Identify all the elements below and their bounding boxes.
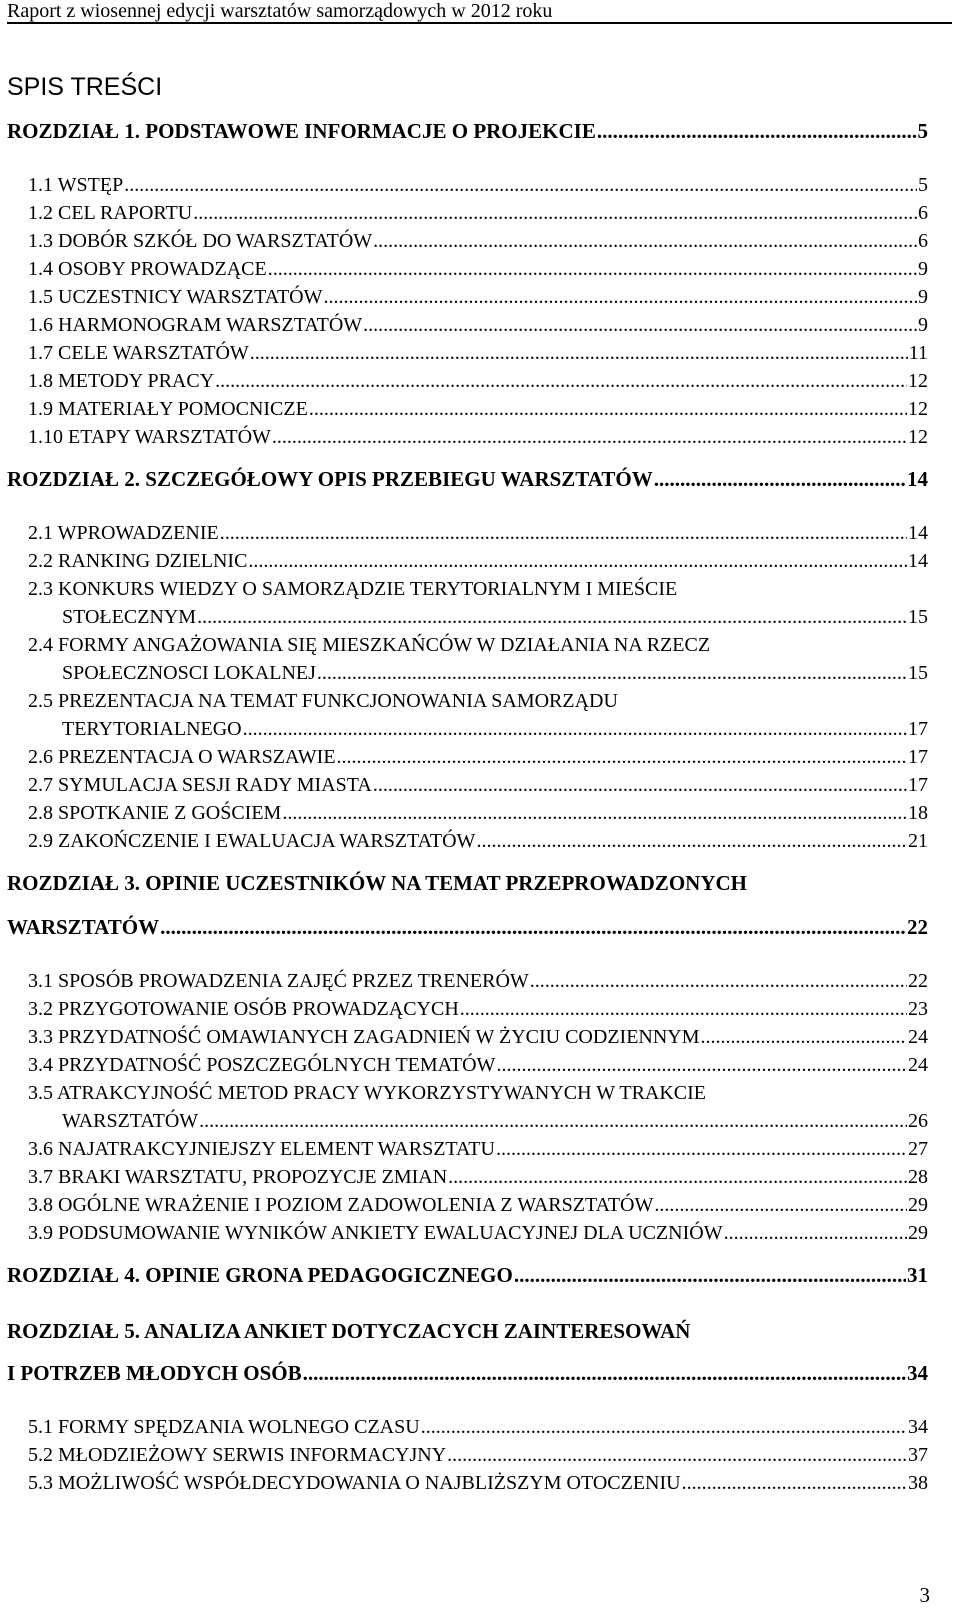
toc-dot-leader <box>597 118 917 144</box>
toc-entry-title: TERYTORIALNEGO <box>62 718 242 740</box>
toc-entry-title: WARSZTATÓW <box>62 1110 199 1132</box>
toc-dot-leader <box>317 660 907 686</box>
toc-entry-page: 29 <box>908 1194 928 1216</box>
toc-entry-3-2[interactable] <box>28 996 928 1022</box>
toc-dot-leader <box>654 1192 907 1218</box>
toc-dot-leader <box>160 914 906 940</box>
toc-entry-title: STOŁECZNYM <box>62 606 197 628</box>
toc-dot-leader <box>496 1136 907 1162</box>
toc-entry-title: 1.2 CEL RAPORTU <box>28 202 193 224</box>
toc-entry-title: 5.2 MŁODZIEŻOWY SERWIS INFORMACYJNY <box>28 1444 447 1466</box>
toc-entry-title: ROZDZIAŁ 2. SZCZEGÓŁOWY OPIS PRZEBIEGU WARSZTATÓW <box>7 467 653 491</box>
toc-entry-page: 29 <box>908 1222 928 1244</box>
toc-entry-1-9[interactable] <box>28 396 928 422</box>
toc-entry-chapter-5-line1[interactable]: ROZDZIAŁ 5. ANALIZA ANKIET DOTYCZACYCH ZAINTERESOWAŃ <box>7 1319 691 1343</box>
toc-entry-1-8[interactable] <box>28 368 928 394</box>
toc-dot-leader <box>124 172 917 198</box>
toc-title: SPIS TREŚCI <box>7 73 163 101</box>
toc-entry-title: 5.3 MOŻLIWOŚĆ WSPÓŁDECYDOWANIA O NAJBLIŻSZYM OTOCZENIU <box>28 1472 681 1494</box>
toc-entry-page: 6 <box>918 202 928 224</box>
toc-entry-title: 1.4 OSOBY PROWADZĄCE <box>28 258 267 280</box>
toc-dot-leader <box>199 1108 907 1134</box>
toc-entry-title: 1.5 UCZESTNICY WARSZTATÓW <box>28 286 323 308</box>
toc-entry-page: 9 <box>918 286 928 308</box>
toc-dot-leader <box>654 466 906 492</box>
toc-entry-title: 2.8 SPOTKANIE Z GOŚCIEM <box>28 802 282 824</box>
toc-dot-leader <box>514 1262 906 1288</box>
toc-dot-leader <box>268 256 917 282</box>
toc-entry-3-7[interactable] <box>28 1164 928 1190</box>
toc-entry-page: 23 <box>908 998 928 1020</box>
toc-entry-2-5[interactable] <box>62 716 928 742</box>
toc-dot-leader <box>421 1414 907 1440</box>
toc-entry-3-9[interactable] <box>28 1220 928 1246</box>
toc-entry-3-5[interactable] <box>62 1108 928 1134</box>
toc-dot-leader <box>724 1220 907 1246</box>
toc-entry-page: 31 <box>907 1263 928 1287</box>
toc-entry-page: 6 <box>918 230 928 252</box>
toc-dot-leader <box>243 716 907 742</box>
toc-dot-leader <box>248 548 907 574</box>
toc-entry-page: 22 <box>907 915 928 939</box>
toc-entry-title: 3.4 PRZYDATNOŚĆ POSZCZEGÓLNYCH TEMATÓW <box>28 1054 496 1076</box>
toc-entry-page: 17 <box>908 774 928 796</box>
toc-entry-2-1[interactable] <box>28 520 928 546</box>
toc-entry-page: 27 <box>908 1138 928 1160</box>
toc-dot-leader <box>250 340 908 366</box>
toc-entry-1-6[interactable] <box>28 312 928 338</box>
toc-entry-title: ROZDZIAŁ 4. OPINIE GRONA PEDAGOGICZNEGO <box>7 1263 513 1287</box>
toc-entry-title: 1.1 WSTĘP <box>28 174 124 196</box>
toc-entry-title: 3.1 SPOSÓB PROWADZENIA ZAJĘĆ PRZEZ TRENERÓW <box>28 970 529 992</box>
toc-dot-leader <box>530 968 907 994</box>
toc-entry-title: 3.7 BRAKI WARSZTATU, PROPOZYCJE ZMIAN <box>28 1166 448 1188</box>
toc-entry-2-2[interactable] <box>28 548 928 574</box>
toc-entry-2-3[interactable] <box>62 604 928 630</box>
toc-entry-title: 1.9 MATERIAŁY POMOCNICZE <box>28 398 308 420</box>
toc-entry-1-3[interactable] <box>28 228 928 254</box>
toc-entry-2-9[interactable] <box>28 828 928 854</box>
toc-entry-page: 34 <box>908 1416 928 1438</box>
toc-entry-5-1[interactable] <box>28 1414 928 1440</box>
toc-entry-2-7[interactable] <box>28 772 928 798</box>
toc-dot-leader <box>460 996 907 1022</box>
toc-entry-title: 3.8 OGÓLNE WRAŻENIE I POZIOM ZADOWOLENIA Z WARSZTATÓW <box>28 1194 654 1216</box>
toc-dot-leader <box>197 604 907 630</box>
toc-dot-leader <box>447 1442 907 1468</box>
toc-entry-5-3[interactable] <box>28 1470 928 1496</box>
toc-entry-page: 14 <box>907 467 928 491</box>
toc-dot-leader <box>215 368 907 394</box>
toc-entry-title: 1.7 CELE WARSZTATÓW <box>28 342 249 364</box>
toc-entry-1-7[interactable] <box>28 340 928 366</box>
toc-entry-page: 24 <box>908 1026 928 1048</box>
toc-entry-page: 24 <box>908 1054 928 1076</box>
toc-entry-3-8[interactable] <box>28 1192 928 1218</box>
toc-dot-leader <box>303 1360 906 1386</box>
toc-entry-page: 11 <box>908 342 928 364</box>
toc-entry-1-4[interactable] <box>28 256 928 282</box>
toc-dot-leader <box>282 800 907 826</box>
toc-entry-title: WARSZTATÓW <box>7 915 160 939</box>
toc-entry-page: 17 <box>908 718 928 740</box>
toc-entry-page: 21 <box>908 830 928 852</box>
toc-entry-title: ROZDZIAŁ 1. PODSTAWOWE INFORMACJE O PROJEKCIE <box>7 119 596 143</box>
toc-entry-page: 14 <box>908 550 928 572</box>
toc-entry-2-4[interactable] <box>62 660 928 686</box>
toc-dot-leader <box>448 1164 907 1190</box>
toc-entry-title: SPOŁECZNOSCI LOKALNEJ <box>62 662 316 684</box>
toc-dot-leader <box>272 424 907 450</box>
toc-entry-chapter-1[interactable] <box>7 118 928 144</box>
toc-entry-title: 3.9 PODSUMOWANIE WYNIKÓW ANKIETY EWALUACYJNEJ DLA UCZNIÓW <box>28 1222 723 1244</box>
toc-entry-3-3[interactable] <box>28 1024 928 1050</box>
toc-entry-2-8[interactable] <box>28 800 928 826</box>
toc-entry-title: 1.3 DOBÓR SZKÓŁ DO WARSZTATÓW <box>28 230 373 252</box>
page-number: 3 <box>919 1583 930 1607</box>
toc-entry-page: 38 <box>908 1472 928 1494</box>
toc-entry-title: 2.6 PREZENTACJA O WARSZAWIE <box>28 746 336 768</box>
toc-entry-title: 3.3 PRZYDATNOŚĆ OMAWIANYCH ZAGADNIEŃ W ŻYCIU CODZIENNYM <box>28 1026 700 1048</box>
toc-entry-3-6[interactable] <box>28 1136 928 1162</box>
toc-dot-leader <box>337 744 907 770</box>
toc-entry-title: 1.8 METODY PRACY <box>28 370 215 392</box>
toc-entry-1-10[interactable] <box>28 424 928 450</box>
toc-dot-leader <box>373 228 917 254</box>
toc-entry-2-4-line1[interactable]: 2.4 FORMY ANGAŻOWANIA SIĘ MIESZKAŃCÓW W DZIAŁANIA NA RZECZ <box>28 634 711 656</box>
toc-entry-2-5-line1[interactable]: 2.5 PREZENTACJA NA TEMAT FUNKCJONOWANIA SAMORZĄDU <box>28 690 618 712</box>
toc-entry-3-5-line1[interactable]: 3.5 ATRAKCYJNOŚĆ METOD PRACY WYKORZYSTYWANYCH W TRAKCIE <box>28 1082 707 1104</box>
toc-entry-chapter-3[interactable] <box>7 914 928 940</box>
toc-dot-leader <box>324 284 917 310</box>
toc-entry-page: 5 <box>918 174 928 196</box>
toc-entry-page: 18 <box>908 802 928 824</box>
toc-entry-title: 2.9 ZAKOŃCZENIE I EWALUACJA WARSZTATÓW <box>28 830 476 852</box>
toc-entry-page: 14 <box>908 522 928 544</box>
toc-entry-chapter-5[interactable] <box>7 1360 928 1386</box>
toc-dot-leader <box>193 200 917 226</box>
toc-dot-leader <box>363 312 917 338</box>
toc-entry-title: 3.2 PRZYGOTOWANIE OSÓB PROWADZĄCYCH <box>28 998 459 1020</box>
toc-entry-title: 5.1 FORMY SPĘDZANIA WOLNEGO CZASU <box>28 1416 420 1438</box>
toc-entry-page: 34 <box>907 1361 928 1385</box>
toc-entry-title: 1.10 ETAPY WARSZTATÓW <box>28 426 271 448</box>
toc-entry-2-3-line1[interactable]: 2.3 KONKURS WIEDZY O SAMORZĄDZIE TERYTORIALNYM I MIEŚCIE <box>28 578 678 600</box>
toc-entry-title: 2.2 RANKING DZIELNIC <box>28 550 248 572</box>
toc-entry-chapter-3-line1[interactable]: ROZDZIAŁ 3. OPINIE UCZESTNIKÓW NA TEMAT PRZEPROWADZONYCH <box>7 871 747 895</box>
toc-dot-leader <box>496 1052 907 1078</box>
toc-entry-page: 5 <box>917 119 928 143</box>
toc-entry-page: 12 <box>908 398 928 420</box>
toc-entry-page: 15 <box>908 606 928 628</box>
toc-entry-2-6[interactable] <box>28 744 928 770</box>
toc-entry-page: 12 <box>908 370 928 392</box>
toc-entry-chapter-2[interactable] <box>7 466 928 492</box>
toc-entry-page: 26 <box>908 1110 928 1132</box>
toc-entry-title: I POTRZEB MŁODYCH OSÓB <box>7 1361 302 1385</box>
toc-entry-chapter-4[interactable] <box>7 1262 928 1288</box>
toc-entry-page: 9 <box>918 258 928 280</box>
toc-entry-title: 1.6 HARMONOGRAM WARSZTATÓW <box>28 314 363 336</box>
toc-entry-1-1[interactable] <box>28 172 928 198</box>
toc-dot-leader <box>682 1470 907 1496</box>
toc-entry-page: 12 <box>908 426 928 448</box>
toc-dot-leader <box>373 772 907 798</box>
toc-entry-1-5[interactable] <box>28 284 928 310</box>
toc-entry-page: 15 <box>908 662 928 684</box>
toc-entry-3-1[interactable] <box>28 968 928 994</box>
toc-entry-1-2[interactable] <box>28 200 928 226</box>
toc-entry-title: 2.1 WPROWADZENIE <box>28 522 219 544</box>
toc-entry-page: 37 <box>908 1444 928 1466</box>
toc-entry-title: 3.6 NAJATRAKCYJNIEJSZY ELEMENT WARSZTATU <box>28 1138 495 1160</box>
toc-entry-page: 17 <box>908 746 928 768</box>
toc-entry-3-4[interactable] <box>28 1052 928 1078</box>
toc-entry-5-2[interactable] <box>28 1442 928 1468</box>
toc-entry-page: 22 <box>908 970 928 992</box>
toc-dot-leader <box>309 396 907 422</box>
toc-entry-page: 9 <box>918 314 928 336</box>
toc-entry-title: 2.7 SYMULACJA SESJI RADY MIASTA <box>28 774 372 796</box>
toc-dot-leader <box>701 1024 907 1050</box>
toc-dot-leader <box>220 520 907 546</box>
toc-dot-leader <box>476 828 907 854</box>
toc-entry-page: 28 <box>908 1166 928 1188</box>
header-title: Raport z wiosennej edycji warsztatów samorządowych w 2012 roku <box>7 0 553 22</box>
